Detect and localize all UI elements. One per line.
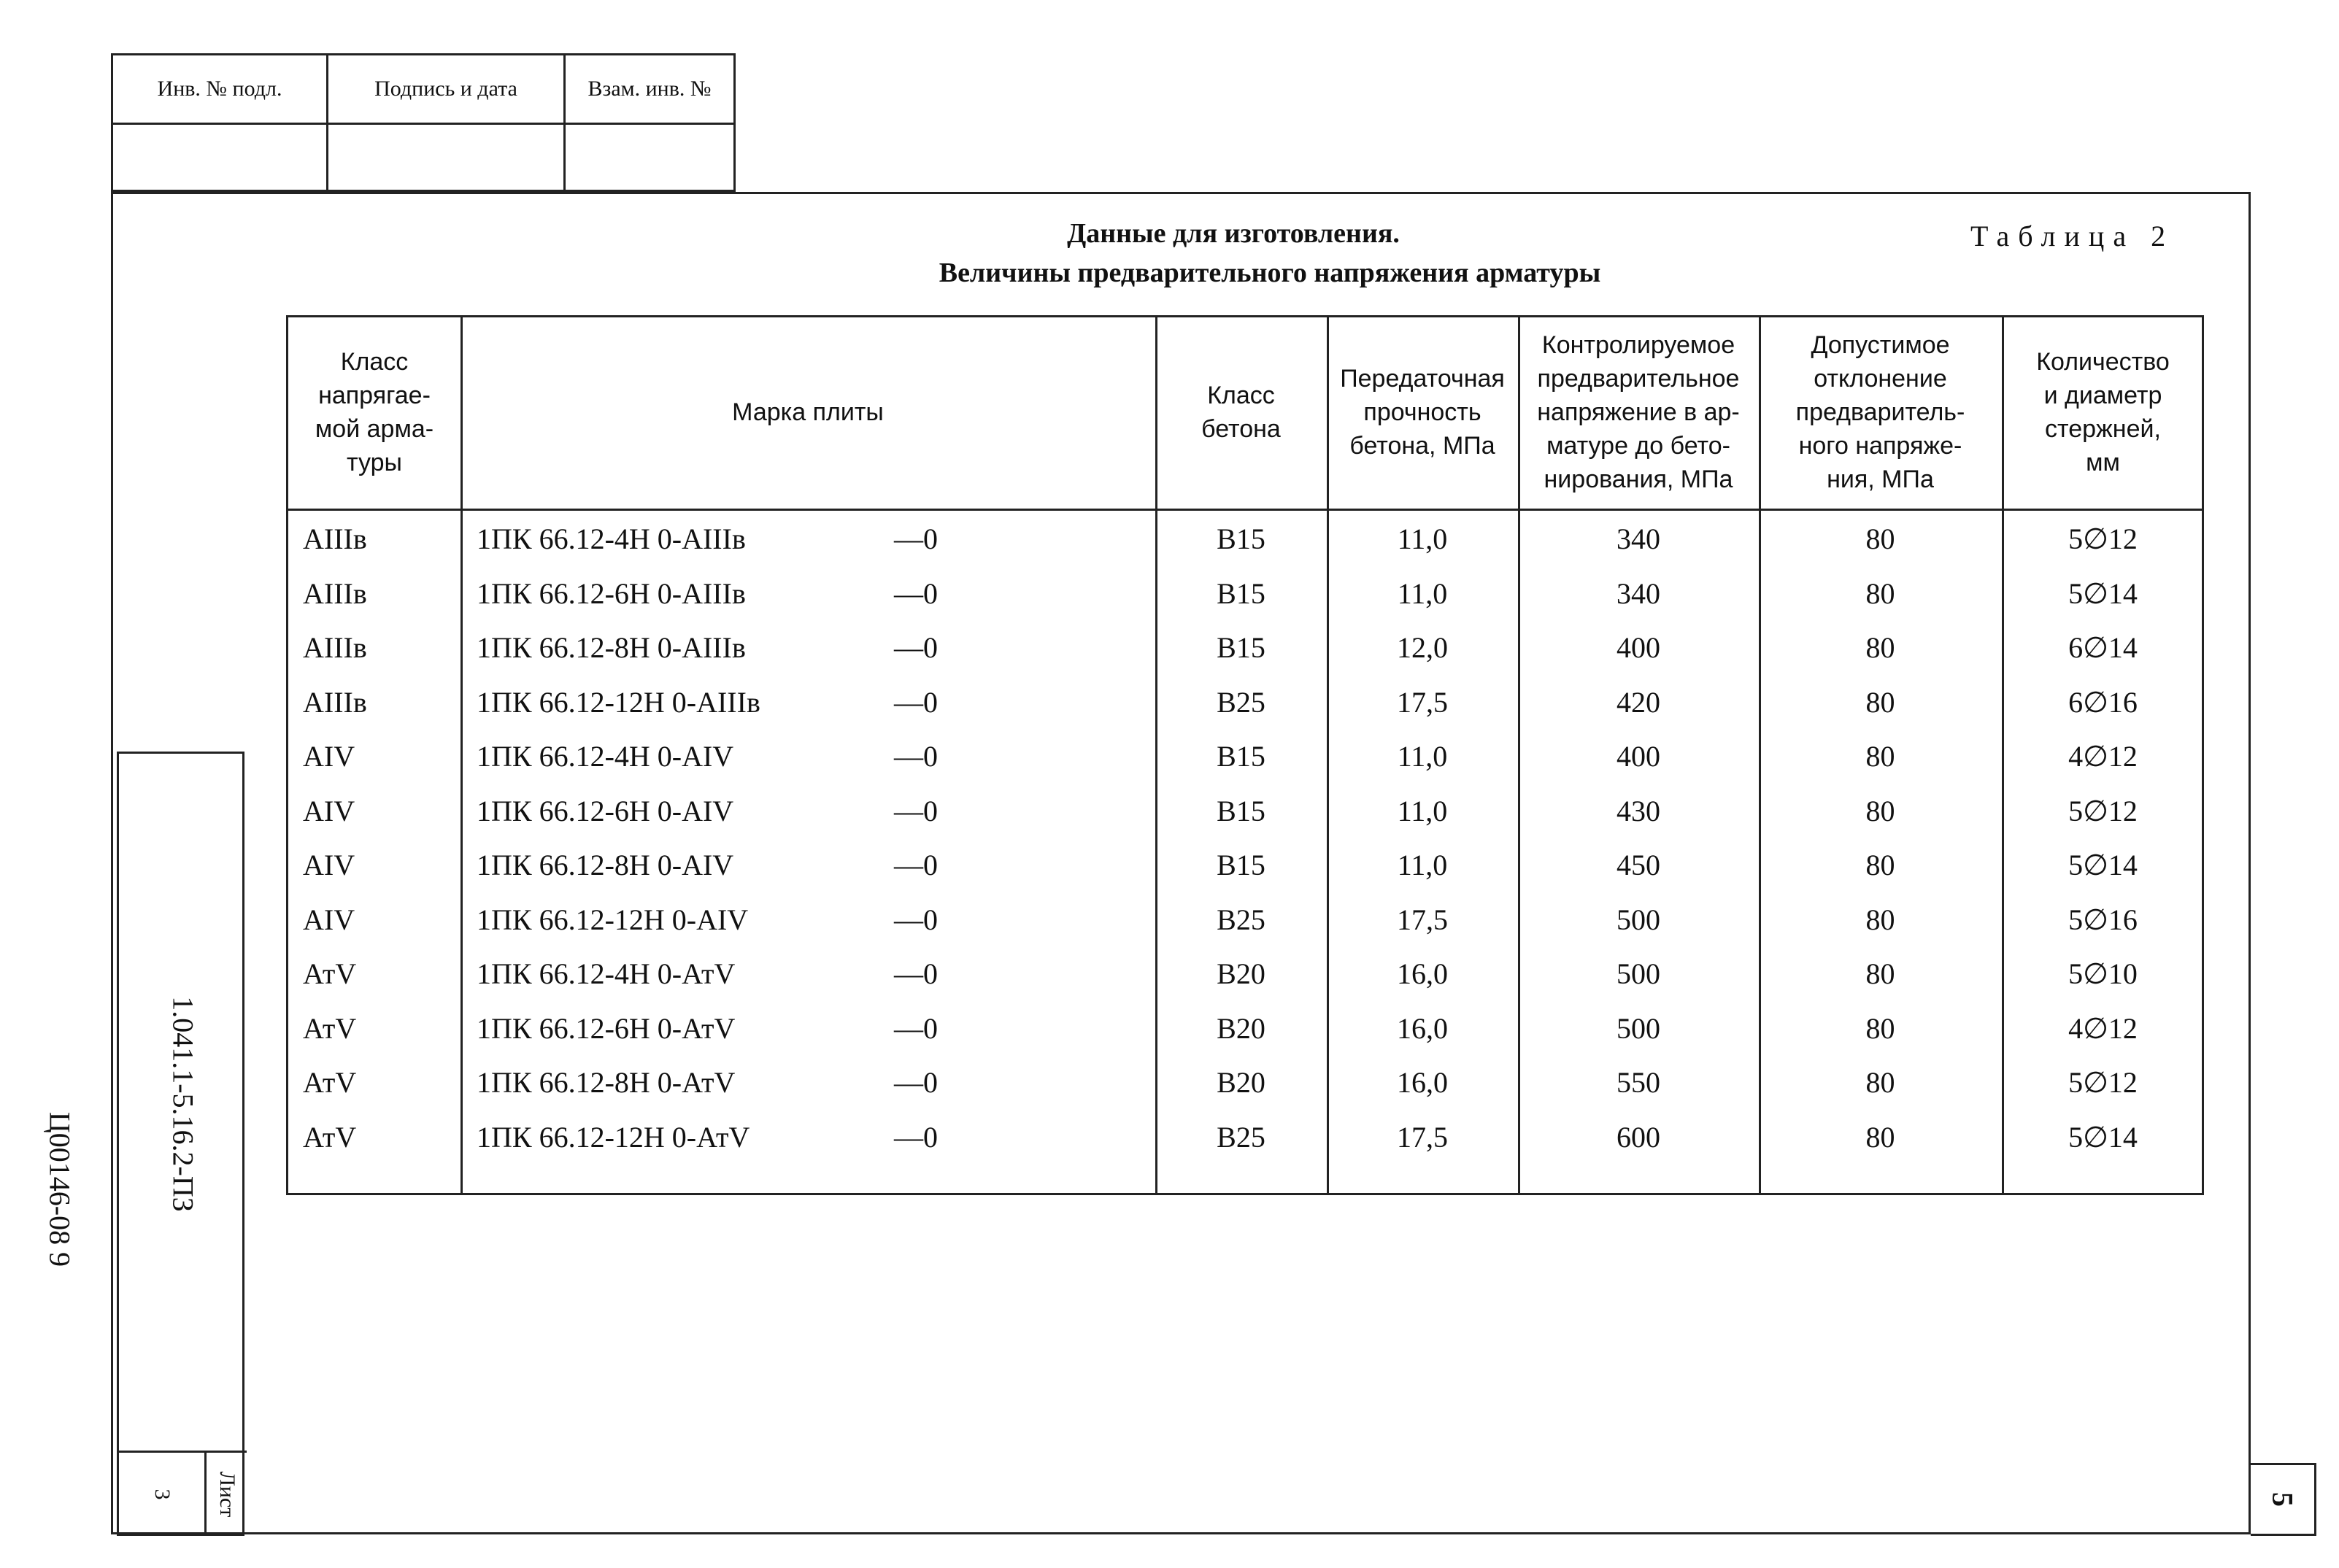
cell-deviation: 80 xyxy=(1865,849,1895,881)
cell-stress: 340 xyxy=(1617,522,1660,555)
outer-code-text: Ц00146-08 9 xyxy=(43,1111,77,1267)
cell-bars: 5∅12 xyxy=(2068,1066,2138,1099)
stamp-cell-signature xyxy=(328,125,566,190)
cell-stress: 420 xyxy=(1617,685,1660,719)
cell-strength: 16,0 xyxy=(1397,1011,1448,1045)
cell-deviation: 80 xyxy=(1865,794,1895,827)
cell-class: АIV xyxy=(303,903,355,936)
cell-concrete: В20 xyxy=(1217,957,1265,990)
cell-strength: 17,5 xyxy=(1397,903,1448,936)
cell-concrete: В25 xyxy=(1217,1120,1265,1154)
cell-deviation: 80 xyxy=(1865,957,1895,990)
table-row xyxy=(288,625,2202,679)
cell-concrete: В20 xyxy=(1217,1066,1265,1099)
cell-strength: 16,0 xyxy=(1397,957,1448,990)
header-concrete: Класс бетона xyxy=(1201,382,1281,443)
cell-class: АIIIв xyxy=(303,576,367,610)
cell-stress: 500 xyxy=(1617,957,1660,990)
table-row xyxy=(288,1114,2202,1168)
table-label: Таблица 2 xyxy=(1970,220,2175,252)
cell-stress: 600 xyxy=(1617,1120,1660,1154)
cell-concrete: В15 xyxy=(1217,740,1265,773)
cell-class: АтV xyxy=(303,957,357,990)
cell-class: АтV xyxy=(303,1011,357,1045)
cell-strength: 11,0 xyxy=(1397,849,1448,881)
cell-mark: 1ПК 66.12-12Н 0-АтV xyxy=(477,1120,750,1154)
stamp-cell-inventory xyxy=(113,125,328,190)
cell-bars: 5∅10 xyxy=(2068,957,2138,990)
header-stress: Контролируемое предварительное напряжение в ар- матуре до бето- нирования, МПа xyxy=(1537,331,1740,493)
table-row xyxy=(288,1059,2202,1113)
table-row xyxy=(288,571,2202,625)
cell-concrete: В15 xyxy=(1217,522,1265,555)
cell-bars: 4∅12 xyxy=(2068,1011,2138,1045)
cell-suffix: —0 xyxy=(894,849,938,881)
approval-stamp xyxy=(111,53,736,192)
cell-deviation: 80 xyxy=(1865,631,1895,664)
cell-class: АтV xyxy=(303,1120,357,1154)
cell-deviation: 80 xyxy=(1865,522,1895,555)
table-row xyxy=(288,897,2202,951)
cell-deviation: 80 xyxy=(1865,685,1895,719)
doc-code-text: 1.041.1-5.16.2-ПЗ xyxy=(166,996,199,1212)
page-subtitle: Величины предварительного напряжения арматуры xyxy=(939,258,1601,288)
cell-concrete: В25 xyxy=(1217,903,1265,936)
cell-mark: 1ПК 66.12-4Н 0-АIV xyxy=(477,740,734,773)
header-deviation: Допустимое отклонение предваритель- ного напряже- ния, МПа xyxy=(1795,331,1965,493)
cell-strength: 17,5 xyxy=(1397,1120,1448,1154)
cell-strength: 17,5 xyxy=(1397,685,1448,719)
stamp-header-replacement: Взам. инв. № xyxy=(566,55,733,125)
cell-bars: 5∅16 xyxy=(2068,903,2138,936)
cell-mark: 1ПК 66.12-8Н 0-АтV xyxy=(477,1066,736,1099)
cell-suffix: —0 xyxy=(894,631,938,664)
cell-stress: 550 xyxy=(1617,1066,1660,1099)
cell-concrete: В20 xyxy=(1217,1011,1265,1045)
header-class: Класс напрягае- мой арма- туры xyxy=(315,348,434,476)
cell-stress: 500 xyxy=(1617,1011,1660,1045)
cell-concrete: В25 xyxy=(1217,685,1265,719)
cell-suffix: —0 xyxy=(894,740,938,773)
side-sheet-cell xyxy=(119,1451,247,1536)
sheet-label: Лист xyxy=(215,1471,239,1518)
sheet-label-cell xyxy=(207,1453,247,1536)
stamp-header-signature: Подпись и дата xyxy=(328,55,566,125)
cell-suffix: —0 xyxy=(894,1066,938,1099)
cell-deviation: 80 xyxy=(1865,1011,1895,1045)
cell-mark: 1ПК 66.12-6Н 0-АтV xyxy=(477,1011,736,1045)
cell-concrete: В15 xyxy=(1217,576,1265,610)
table-row xyxy=(288,842,2202,896)
cell-mark: 1ПК 66.12-4Н 0-АIIIв xyxy=(477,522,746,555)
cell-stress: 400 xyxy=(1617,631,1660,664)
cell-mark: 1ПК 66.12-12Н 0-АIIIв xyxy=(477,685,760,719)
cell-stress: 430 xyxy=(1617,794,1660,827)
cell-strength: 16,0 xyxy=(1397,1066,1448,1099)
header-bars: Количество и диаметр стержней, мм xyxy=(2036,348,2170,476)
cell-stress: 500 xyxy=(1617,903,1660,936)
cell-strength: 11,0 xyxy=(1397,794,1448,827)
cell-concrete: В15 xyxy=(1217,849,1265,881)
cell-concrete: В15 xyxy=(1217,631,1265,664)
cell-suffix: —0 xyxy=(894,957,938,990)
cell-stress: 400 xyxy=(1617,740,1660,773)
cell-suffix: —0 xyxy=(894,1120,938,1154)
sheet-number: 3 xyxy=(150,1488,174,1500)
side-title-block xyxy=(117,752,244,1536)
cell-class: АIV xyxy=(303,794,355,827)
page-number: 5 xyxy=(2266,1492,2299,1507)
cell-class: АIIIв xyxy=(303,685,367,719)
cell-deviation: 80 xyxy=(1865,903,1895,936)
cell-bars: 5∅14 xyxy=(2068,849,2138,881)
page-title: Данные для изготовления. xyxy=(1067,218,1400,249)
header-mark: Марка плиты xyxy=(732,398,884,427)
cell-deviation: 80 xyxy=(1865,1066,1895,1099)
cell-deviation: 80 xyxy=(1865,1120,1895,1154)
side-doc-code xyxy=(119,754,247,1454)
cell-stress: 340 xyxy=(1617,576,1660,610)
cell-class: АIIIв xyxy=(303,522,367,555)
cell-strength: 12,0 xyxy=(1397,631,1448,664)
cell-deviation: 80 xyxy=(1865,740,1895,773)
table-row xyxy=(288,951,2202,1005)
cell-class: АIV xyxy=(303,849,355,881)
cell-mark: 1ПК 66.12-12Н 0-АIV xyxy=(477,903,749,936)
cell-strength: 11,0 xyxy=(1397,576,1448,610)
cell-bars: 5∅14 xyxy=(2068,576,2138,610)
cell-strength: 11,0 xyxy=(1397,522,1448,555)
cell-bars: 5∅14 xyxy=(2068,1120,2138,1154)
cell-class: АIIIв xyxy=(303,631,367,664)
cell-suffix: —0 xyxy=(894,903,938,936)
cell-mark: 1ПК 66.12-6Н 0-АIV xyxy=(477,794,734,827)
header-divider xyxy=(288,509,2202,511)
page-number-box xyxy=(2251,1463,2316,1536)
cell-class: АIV xyxy=(303,740,355,773)
cell-stress: 450 xyxy=(1617,849,1660,881)
cell-bars: 6∅16 xyxy=(2068,685,2138,719)
cell-suffix: —0 xyxy=(894,794,938,827)
cell-mark: 1ПК 66.12-8Н 0-АIIIв xyxy=(477,631,746,664)
cell-concrete: В15 xyxy=(1217,794,1265,827)
cell-bars: 5∅12 xyxy=(2068,522,2138,555)
stamp-cell-replacement xyxy=(566,125,733,190)
cell-mark: 1ПК 66.12-6Н 0-АIIIв xyxy=(477,576,746,610)
cell-suffix: —0 xyxy=(894,522,938,555)
table-row xyxy=(288,516,2202,570)
cell-deviation: 80 xyxy=(1865,576,1895,610)
cell-bars: 4∅12 xyxy=(2068,740,2138,773)
cell-bars: 6∅14 xyxy=(2068,631,2138,664)
cell-strength: 11,0 xyxy=(1397,740,1448,773)
stamp-header-inventory: Инв. № подл. xyxy=(113,55,328,125)
cell-suffix: —0 xyxy=(894,1011,938,1045)
cell-mark: 1ПК 66.12-8Н 0-АIV xyxy=(477,849,734,881)
prestress-table xyxy=(286,315,2204,1195)
header-strength: Передаточная прочность бетона, МПа xyxy=(1340,365,1505,460)
cell-mark: 1ПК 66.12-4Н 0-АтV xyxy=(477,957,736,990)
table-row xyxy=(288,679,2202,733)
cell-class: АтV xyxy=(303,1066,357,1099)
cell-suffix: —0 xyxy=(894,576,938,610)
cell-suffix: —0 xyxy=(894,685,938,719)
table-row xyxy=(288,788,2202,842)
table-row xyxy=(288,733,2202,787)
cell-bars: 5∅12 xyxy=(2068,794,2138,827)
sheet-number-cell xyxy=(119,1453,207,1536)
table-row xyxy=(288,1005,2202,1059)
